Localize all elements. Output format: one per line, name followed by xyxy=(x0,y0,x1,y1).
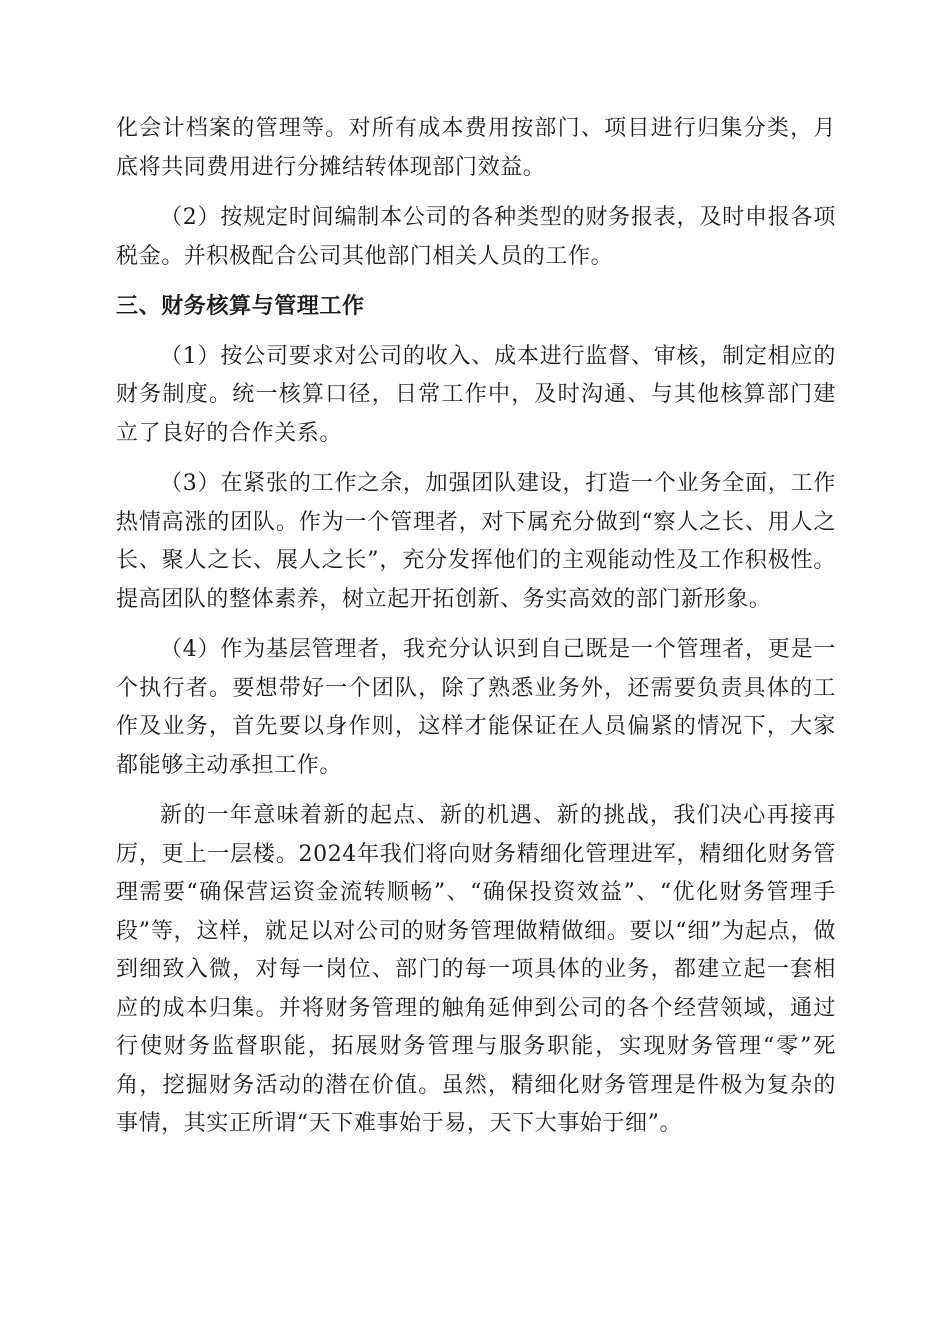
paragraph-supervision: （1）按公司要求对公司的收入、成本进行监督、审核，制定相应的财务制度。统一核算口径，日常工作中，及时沟通、与其他核算部门建立了良好的合作关系。 xyxy=(116,343,836,446)
paragraph-financial-reports: （2）按规定时间编制本公司的各种类型的财务报表，及时申报各项税金。并积极配合公司其他部门相关人员的工作。 xyxy=(116,205,836,269)
document-body xyxy=(116,110,836,1156)
paragraph-archive-management: 化会计档案的管理等。对所有成本费用按部门、项目进行归集分类，月底将共同费用进行分摊结转体现部门效益。 xyxy=(116,116,836,180)
section-heading-accounting: 三、财务核算与管理工作 xyxy=(116,294,365,319)
paragraph-team-building: （3）在紧张的工作之余，加强团队建设，打造一个业务全面，工作热情高涨的团队。作为一个管理者，对下属充分做到“察人之长、用人之长、聚人之长、展人之长”，充分发挥他们的主观能动性及工作积极性。提高团队的整体素养，树立起开拓创新、务实高效的部门新形象。 xyxy=(116,471,836,612)
paragraph-new-year-plan: 新的一年意味着新的起点、新的机遇、新的挑战，我们决心再接再厉，更上一层楼。2024年我们将向财务精细化管理进军，精细化财务管理需要“确保营运资金流转顺畅”、“确保投资效益”、“优化财务管理手段”等，这样，就足以对公司的财务管理做精做细。要以“细”为起点，做到细致入微，对每一岗位、部门的每一项具体的业务，都建立起一套相应的成本归集。并将财务管理的触角延伸到公司的各个经营领域，通过行使财务监督职能，拓展财务管理与服务职能，实现财务管理“零”死角，挖掘财务活动的潜在价值。虽然，精细化财务管理是件极为复杂的事情，其实正所谓“天下难事始于易，天下大事始于细”。 xyxy=(116,803,836,1136)
paragraph-manager-role: （4）作为基层管理者，我充分认识到自己既是一个管理者，更是一个执行者。要想带好一个团队，除了熟悉业务外，还需要负责具体的工作及业务，首先要以身作则，这样才能保证在人员偏紧的情况下，大家都能够主动承担工作。 xyxy=(116,637,836,778)
